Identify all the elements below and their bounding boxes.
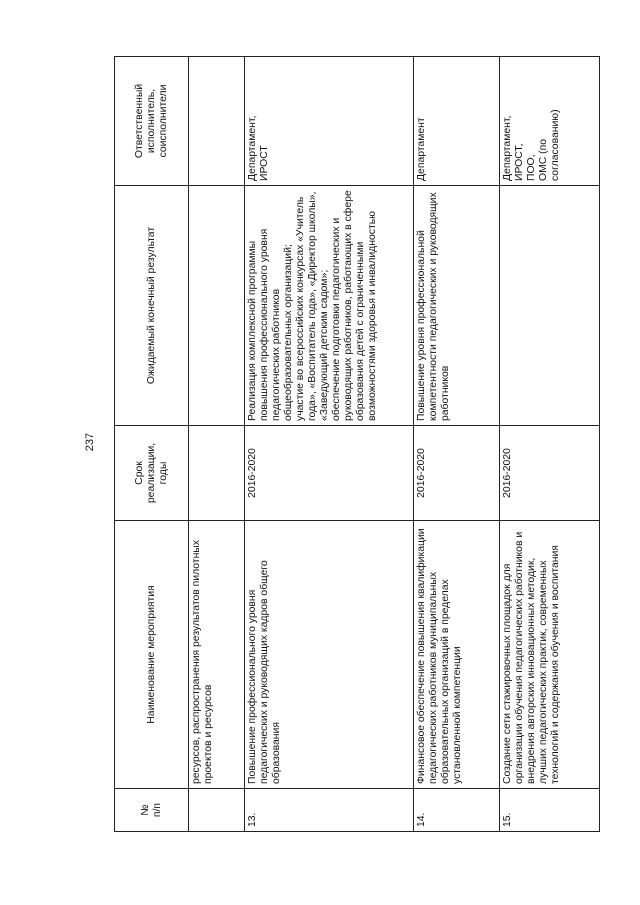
- cell-executor: Департамент, ИРОСТ: [245, 57, 414, 186]
- cell-name: Создание сети стажировочных площадок для организации обучения педагогических работников и внедрения авторских инновационных методик, лучших педагогических практик, современных технологий и содержания обучения и воспитания: [500, 521, 600, 789]
- table-row: [500, 57, 600, 832]
- table-row: [414, 57, 500, 832]
- cell-num: 15.: [500, 789, 600, 832]
- rotated-table-container: [114, 57, 599, 832]
- header-name: Наименование мероприятия: [115, 521, 189, 789]
- cell-term: 2016-2020: [500, 426, 600, 521]
- activities-table: [114, 56, 600, 832]
- cell-result: Реализация комплексной программы повышения профессионального уровня педагогических работников общеобразовательных организаций; участие во всероссийских конкурсах «Учитель года», «Воспитатель года», «Директор школы», «Заведующий детским садом»; обеспечение подготовки педагогических и руководящих работников, работающих в сфере образования детей с ограниченными возможностями здоровья и инвалидностью: [245, 186, 414, 426]
- cell-executor: Департамент: [414, 57, 500, 186]
- cell-result: [189, 186, 245, 426]
- cell-executor: Департамент, ИРОСТ, ПОО, ОМС (по согласованию): [500, 57, 600, 186]
- cell-result: Повышение уровня профессиональной компетентности педагогических и руководящих работников: [414, 186, 500, 426]
- cell-term: 2016-2020: [414, 426, 500, 521]
- table-row: [245, 57, 414, 832]
- header-executor: Ответственный исполнитель, соисполнители: [115, 57, 189, 186]
- cell-term: 2016-2020: [245, 426, 414, 521]
- cell-name: Финансовое обеспечение повышения квалификации педагогических работников муниципальных образовательных организаций в пределах установленной компетенции: [414, 521, 500, 789]
- cell-name: ресурсов, распространения результатов пилотных проектов и ресурсов: [189, 521, 245, 789]
- cell-num: 13.: [245, 789, 414, 832]
- header-term: Срок реализации, годы: [115, 426, 189, 521]
- cell-num: [189, 789, 245, 832]
- cell-name: Повышение профессионального уровня педагогических и руководящих кадров общего образования: [245, 521, 414, 789]
- cell-num: 14.: [414, 789, 500, 832]
- table-row: [189, 57, 245, 832]
- cell-executor: [189, 57, 245, 186]
- header-result: Ожидаемый конечный результат: [115, 186, 189, 426]
- cell-result: [500, 186, 600, 426]
- table-header-row: [115, 57, 189, 832]
- cell-term: [189, 426, 245, 521]
- header-num: № п/п: [115, 789, 189, 832]
- page-number: 237: [84, 432, 96, 452]
